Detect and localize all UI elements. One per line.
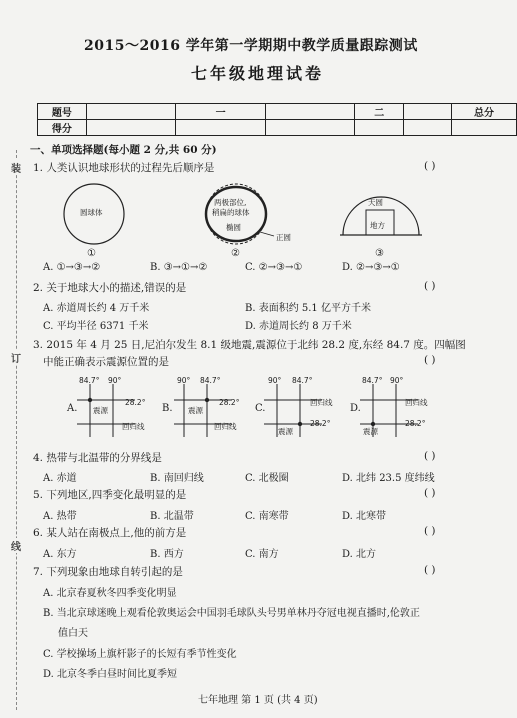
longitude-label: 84.7° xyxy=(362,376,383,385)
score-table-cell: 题号 xyxy=(38,104,87,120)
binding-mark: 订 xyxy=(11,350,21,365)
option[interactable]: C. 学校操场上旗杆影子的长短有季节性变化 xyxy=(43,649,237,660)
q1-diagram-3 xyxy=(338,190,428,240)
latitude-label: 28.2° xyxy=(125,398,146,407)
score-table xyxy=(37,103,517,136)
option[interactable]: B. 西方 xyxy=(150,549,184,560)
answer-paren[interactable]: ( ) xyxy=(424,525,436,537)
diagram-label: 正圆 xyxy=(276,233,291,242)
diagram-number: ① xyxy=(87,248,96,259)
diagram-label: 椭圆 xyxy=(226,223,241,232)
score-table-cell[interactable] xyxy=(355,120,404,136)
answer-paren[interactable]: ( ) xyxy=(424,160,436,172)
section-heading: 一、单项选择题(每小题 2 分,共 60 分) xyxy=(30,144,217,156)
option[interactable]: C. 南方 xyxy=(245,549,279,560)
score-table-cell: 得分 xyxy=(38,120,87,136)
option[interactable]: B. 南回归线 xyxy=(150,473,204,484)
score-table-cell xyxy=(86,104,175,120)
answer-paren[interactable]: ( ) xyxy=(424,280,436,292)
binding-mark: 装 xyxy=(11,160,21,175)
latitude-label: 28.2° xyxy=(405,419,426,428)
diagram-label: 稍扁的球体 xyxy=(212,208,250,217)
option[interactable]: D. 赤道周长约 8 万千米 xyxy=(245,321,352,332)
score-table-cell[interactable] xyxy=(86,120,175,136)
option[interactable]: D. 北纬 23.5 度纬线 xyxy=(342,473,435,484)
longitude-label: 90° xyxy=(390,376,404,385)
option[interactable]: D. 北方 xyxy=(342,549,377,560)
score-table-cell xyxy=(266,104,355,120)
binding-mark: 线 xyxy=(11,538,21,553)
option-continuation: 值白天 xyxy=(58,628,88,639)
option[interactable]: A. 热带 xyxy=(43,511,77,522)
option[interactable]: C. ②→③→① xyxy=(245,262,303,273)
question-stem: 6. 某人站在南极点上,他的前方是 xyxy=(33,527,187,539)
tropic-label: 回归线 xyxy=(122,422,145,431)
longitude-label: 90° xyxy=(108,376,122,385)
longitude-label: 90° xyxy=(268,376,282,385)
score-table-cell: 总分 xyxy=(451,104,516,120)
option[interactable]: A. 东方 xyxy=(43,549,77,560)
question-stem: 4. 热带与北温带的分界线是 xyxy=(33,452,162,464)
question-stem: 2. 关于地球大小的描述,错误的是 xyxy=(33,282,187,294)
answer-paren[interactable]: ( ) xyxy=(424,487,436,499)
tropic-label: 回归线 xyxy=(405,398,428,407)
epicenter-label: 震源 xyxy=(278,427,293,436)
diagram-label: 地方 xyxy=(370,221,385,230)
option[interactable]: A. ①→③→② xyxy=(43,262,101,273)
q3-diagram-a xyxy=(75,382,155,442)
score-table-cell[interactable] xyxy=(266,120,355,136)
score-table-cell[interactable] xyxy=(404,120,452,136)
option[interactable]: C. 北极圈 xyxy=(245,473,289,484)
score-table-cell[interactable] xyxy=(175,120,265,136)
epicenter-dot xyxy=(205,398,209,402)
longitude-label: 90° xyxy=(177,376,191,385)
diagram-letter: C. xyxy=(255,403,266,414)
exam-title: 2015～2016 学年第一学期期中教学质量跟踪测试 xyxy=(84,38,418,54)
binding-line xyxy=(16,150,17,710)
latitude-label: 28.2° xyxy=(219,398,240,407)
epicenter-dot xyxy=(298,422,302,426)
latitude-label: 28.2° xyxy=(310,419,331,428)
option[interactable]: A. 赤道 xyxy=(43,473,77,484)
option[interactable]: C. 南寒带 xyxy=(245,511,289,522)
longitude-label: 84.7° xyxy=(79,376,100,385)
longitude-label: 84.7° xyxy=(200,376,221,385)
option[interactable]: B. ③→①→② xyxy=(150,262,208,273)
question-stem: 7. 下列现象由地球自转引起的是 xyxy=(33,566,183,578)
pointer-line xyxy=(260,232,274,236)
option[interactable]: A. 北京春夏秋冬四季变化明显 xyxy=(43,588,177,599)
tropic-label: 回归线 xyxy=(310,398,333,407)
option[interactable]: D. 北寒带 xyxy=(342,511,387,522)
option[interactable]: B. 当北京球迷晚上观看伦敦奥运会中国羽毛球队头号男单林丹夺冠电视直播时,伦敦正 xyxy=(43,608,420,619)
option[interactable]: A. 赤道周长约 4 万千米 xyxy=(43,303,150,314)
question-stem: 3. 2015 年 4 月 25 日,尼泊尔发生 8.1 级地震,震源位于北纬 28.2 度,东经 84.7 度。四幅图 xyxy=(33,339,466,351)
option[interactable]: D. 北京冬季白昼时间比夏季短 xyxy=(43,669,178,680)
epicenter-label: 震源 xyxy=(363,427,378,436)
answer-paren[interactable]: ( ) xyxy=(424,564,436,576)
diagram-label: 天圆 xyxy=(368,198,383,207)
answer-paren[interactable]: ( ) xyxy=(424,354,436,366)
score-table-cell xyxy=(404,104,452,120)
epicenter-label: 震源 xyxy=(93,406,108,415)
score-table-cell[interactable] xyxy=(451,120,516,136)
diagram-label: 两极部位, xyxy=(214,198,247,207)
answer-paren[interactable]: ( ) xyxy=(424,450,436,462)
tropic-label: 回归线 xyxy=(214,422,237,431)
q3-diagram-b xyxy=(172,382,252,442)
question-stem: 中能正确表示震源位置的是 xyxy=(43,356,169,368)
epicenter-dot xyxy=(88,398,92,402)
exam-subtitle: 七年级地理试卷 xyxy=(191,64,325,83)
diagram-letter: D. xyxy=(350,403,361,414)
q3-diagram-c xyxy=(262,382,342,442)
option[interactable]: C. 平均半径 6371 千米 xyxy=(43,321,149,332)
option[interactable]: B. 北温带 xyxy=(150,511,194,522)
longitude-label: 84.7° xyxy=(292,376,313,385)
diagram-label: 圆球体 xyxy=(80,208,103,217)
diagram-number: ② xyxy=(231,248,240,259)
option[interactable]: D. ②→③→① xyxy=(342,262,400,273)
question-stem: 1. 人类认识地球形状的过程先后顺序是 xyxy=(33,162,215,174)
diagram-number: ③ xyxy=(375,248,384,259)
score-table-cell: 一 xyxy=(175,104,265,120)
question-stem: 5. 下列地区,四季变化最明显的是 xyxy=(33,489,187,501)
page-footer: 七年地理 第 1 页 (共 4 页) xyxy=(198,695,318,706)
score-table-cell: 二 xyxy=(355,104,404,120)
diagram-letter: A. xyxy=(67,403,78,414)
diagram-letter: B. xyxy=(162,403,173,414)
option[interactable]: B. 表面积约 5.1 亿平方千米 xyxy=(245,303,371,314)
epicenter-label: 震源 xyxy=(188,406,203,415)
